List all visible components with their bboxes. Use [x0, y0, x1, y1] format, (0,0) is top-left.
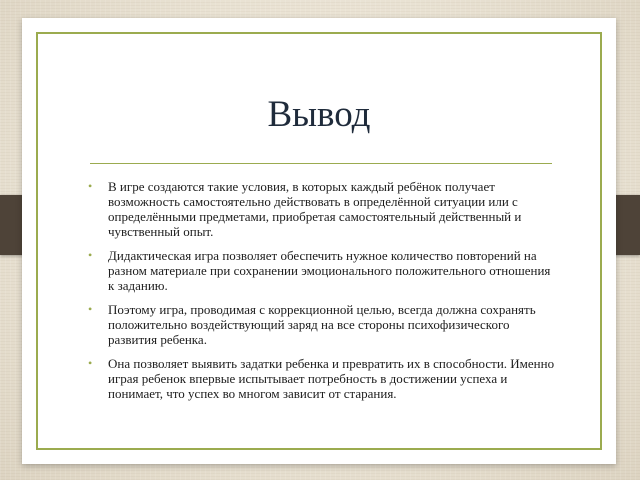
bullet-icon: •	[88, 356, 93, 370]
bullet-item	[88, 179, 558, 239]
bullet-icon: •	[88, 179, 93, 193]
bullet-icon: •	[88, 248, 93, 262]
title-divider	[90, 163, 552, 164]
bullet-text: Дидактическая игра позволяет обеспечить нужное количество повторений на разном материале при сохранении эмоционального положительного отношения к заданию.	[108, 248, 551, 293]
bullet-icon: •	[88, 302, 93, 316]
bullet-text: В игре создаются такие условия, в которых каждый ребёнок получает возможность самостоятельно действовать в определённой ситуации или с определёнными предметами, приобретая самостоятельный действенный и чувственный опыт.	[108, 179, 522, 239]
bullet-text: Поэтому игра, проводимая с коррекционной целью, всегда должна сохранять положительно воздействующий заряд на все стороны психофизического развития ребенка.	[108, 302, 536, 347]
bullet-text: Она позволяет выявить задатки ребенка и превратить их в способности. Именно играя ребенок впервые испытывает потребность в достижении успеха и понимает, что успех во многом зависит от старания.	[108, 356, 555, 401]
bullet-list	[88, 179, 558, 410]
slide-title: Вывод	[267, 94, 371, 135]
bullet-item	[88, 356, 558, 401]
bullet-item	[88, 248, 558, 293]
bullet-item	[88, 302, 558, 347]
